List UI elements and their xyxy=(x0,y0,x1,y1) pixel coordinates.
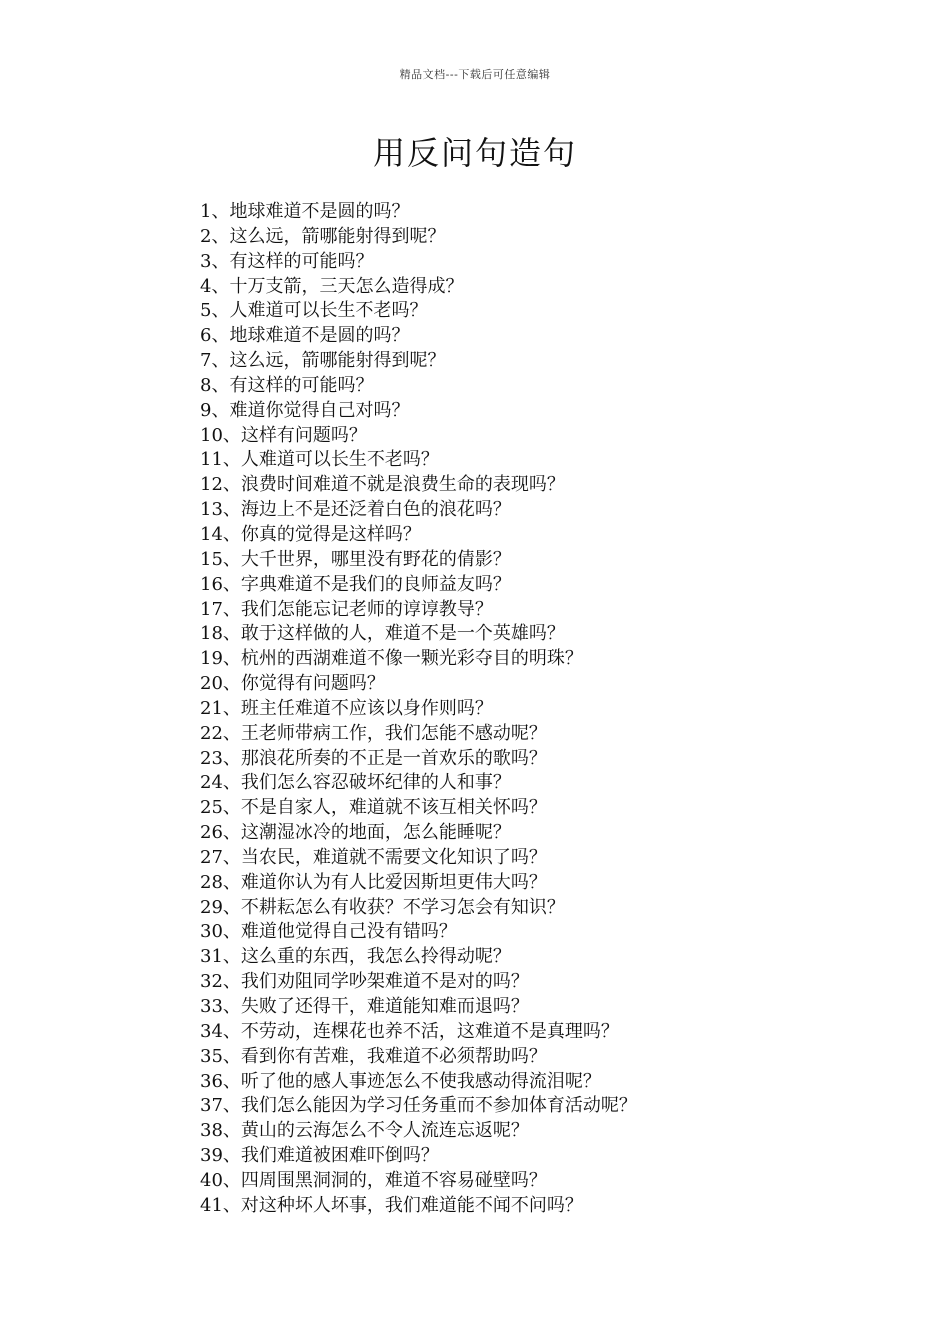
sentence-item: 24、我们怎么容忍破坏纪律的人和事？ xyxy=(200,772,511,794)
sentence-item: 19、杭州的西湖难道不像一颗光彩夺目的明珠？ xyxy=(200,648,583,670)
sentence-item: 4、十万支箭，三天怎么造得成？ xyxy=(200,275,464,297)
sentence-item: 11、人难道可以长生不老吗？ xyxy=(200,449,439,471)
sentence-item: 40、四周围黑洞洞的，难道不容易碰壁吗？ xyxy=(200,1169,547,1191)
sentence-item: 15、大千世界，哪里没有野花的倩影？ xyxy=(200,548,511,570)
sentence-item: 14、你真的觉得是这样吗？ xyxy=(200,523,421,545)
sentence-item: 32、我们劝阻同学吵架难道不是对的吗？ xyxy=(200,971,529,993)
sentence-item: 26、这潮湿冰冷的地面，怎么能睡呢？ xyxy=(200,822,511,844)
sentence-item: 31、这么重的东西，我怎么拎得动呢？ xyxy=(200,946,511,968)
sentence-item: 30、难道他觉得自己没有错吗？ xyxy=(200,921,457,943)
sentence-item: 21、班主任难道不应该以身作则吗？ xyxy=(200,697,493,719)
sentence-item: 34、不劳动，连棵花也养不活，这难道不是真理吗？ xyxy=(200,1020,619,1042)
sentence-item: 13、海边上不是还泛着白色的浪花吗？ xyxy=(200,499,511,521)
sentence-item: 39、我们难道被困难吓倒吗？ xyxy=(200,1145,439,1167)
sentence-item: 1、地球难道不是圆的吗？ xyxy=(200,201,410,222)
sentence-item: 20、你觉得有问题吗？ xyxy=(200,673,385,695)
sentence-item: 7、这么远，箭哪能射得到呢？ xyxy=(200,350,446,372)
sentence-item: 22、王老师带病工作，我们怎能不感动呢？ xyxy=(200,722,547,744)
sentence-item: 38、黄山的云海怎么不令人流连忘返呢？ xyxy=(200,1120,529,1142)
sentence-item: 16、字典难道不是我们的良师益友吗？ xyxy=(200,573,511,595)
sentence-item: 8、有这样的可能吗？ xyxy=(200,374,374,396)
sentence-item: 5、人难道可以长生不老吗？ xyxy=(200,300,428,322)
sentence-item: 6、地球难道不是圆的吗？ xyxy=(200,325,410,347)
sentence-item: 37、我们怎么能因为学习任务重而不参加体育活动呢？ xyxy=(200,1095,637,1117)
sentence-item: 2、这么远，箭哪能射得到呢？ xyxy=(200,225,446,247)
sentence-item: 23、那浪花所奏的不正是一首欢乐的歌吗？ xyxy=(200,747,547,769)
sentence-item: 3、有这样的可能吗？ xyxy=(200,250,374,272)
sentence-item: 27、当农民，难道就不需要文化知识了吗？ xyxy=(200,846,547,868)
sentence-item: 18、敢于这样做的人，难道不是一个英雄吗？ xyxy=(200,623,565,645)
sentence-item: 41、对这种坏人坏事，我们难道能不闻不问吗？ xyxy=(200,1194,583,1216)
sentence-list xyxy=(200,200,920,1219)
sentence-item: 29、不耕耘怎么有收获？不学习怎会有知识？ xyxy=(200,896,565,918)
sentence-item: 35、看到你有苦难，我难道不必须帮助吗？ xyxy=(200,1045,547,1067)
sentence-item: 36、听了他的感人事迹怎么不使我感动得流泪呢？ xyxy=(200,1070,601,1092)
sentence-item: 17、我们怎能忘记老师的谆谆教导？ xyxy=(200,598,493,620)
sentence-item: 33、失败了还得干，难道能知难而退吗？ xyxy=(200,996,529,1017)
sentence-item: 12、浪费时间难道不就是浪费生命的表现吗？ xyxy=(200,474,565,496)
sentence-item: 28、难道你认为有人比爱因斯坦更伟大吗？ xyxy=(200,871,547,893)
sentence-item: 9、难道你觉得自己对吗？ xyxy=(200,399,410,421)
header-note: 精品文档---下载后可任意编辑 xyxy=(399,68,551,81)
document-title: 用反问句造句 xyxy=(372,134,577,172)
sentence-item: 10、这样有问题吗？ xyxy=(200,424,367,446)
sentence-item: 25、不是自家人，难道就不该互相关怀吗？ xyxy=(200,797,547,819)
